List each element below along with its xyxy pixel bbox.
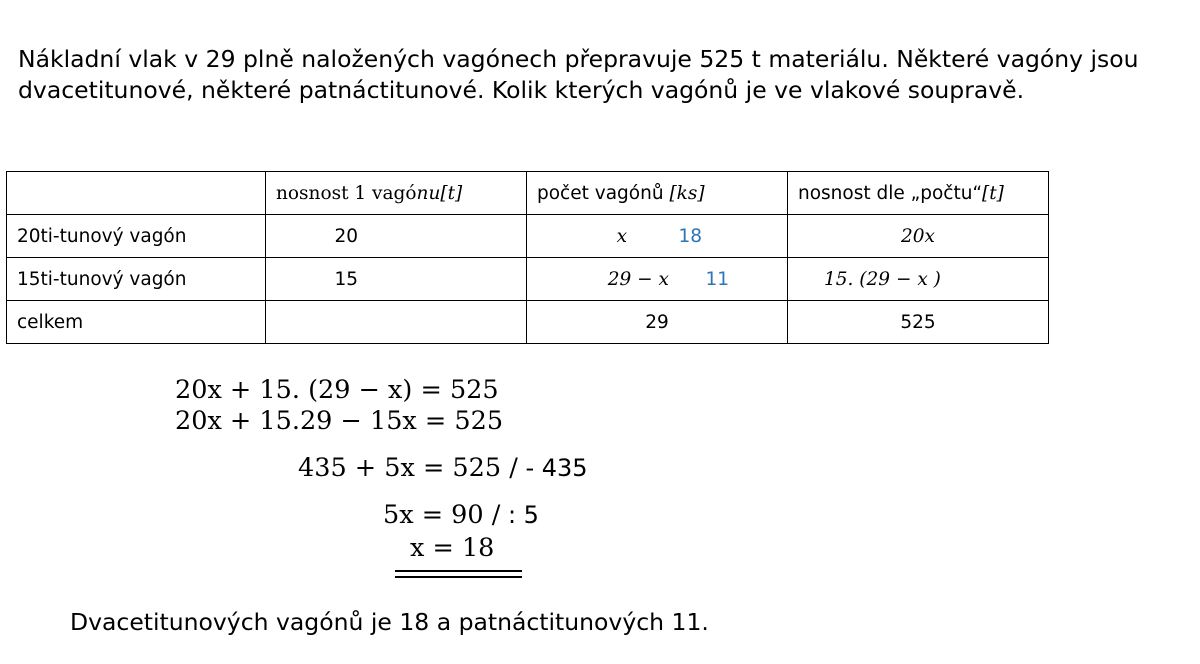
header-capacity-italic: nu <box>416 182 441 204</box>
equation-step-4-expr: 5x = 90 / <box>383 500 501 530</box>
header-count-text: počet vagónů <box>537 182 670 204</box>
count-expression: 29 − x <box>607 268 669 290</box>
header-total <box>788 172 1049 215</box>
count-expression: x <box>616 225 627 247</box>
row-label: celkem <box>7 301 266 344</box>
row-capacity <box>266 301 527 344</box>
equation-step-1: 20x + 15. (29 − x) = 525 <box>175 375 499 405</box>
row-label: 20ti-tunový vagón <box>7 215 266 258</box>
equation-step-3 <box>298 453 588 483</box>
answer-text: Dvacetitunových vagónů je 18 a patnáctitunových 11. <box>70 608 709 636</box>
count-solution-value: 11 <box>705 268 729 290</box>
row-count: 29 <box>527 301 788 344</box>
capacity-value: 15 <box>334 268 358 290</box>
equation-step-5: x = 18 <box>410 533 495 563</box>
header-total-unit: [t] <box>982 182 1004 204</box>
row-total: 15. (29 − x ) <box>788 258 1049 301</box>
table-row-20t <box>7 215 1049 258</box>
header-empty-cell <box>7 172 266 215</box>
problem-line-1: Nákladní vlak v 29 plně naložených vagónech přepravuje 525 t materiálu. Některé vagóny jsou <box>18 45 1139 73</box>
count-solution-value: 18 <box>678 225 702 247</box>
row-count <box>527 258 788 301</box>
equation-step-3-note: - 435 <box>517 454 588 482</box>
header-count-unit: [ks] <box>669 182 705 204</box>
table-row-total <box>7 301 1049 344</box>
equation-step-2: 20x + 15.29 − 15x = 525 <box>175 406 504 436</box>
table-header-row <box>7 172 1049 215</box>
header-capacity-text: nosnost 1 vagó <box>276 182 417 204</box>
capacity-value: 20 <box>334 225 358 247</box>
row-label: 15ti-tunový vagón <box>7 258 266 301</box>
header-total-text: nosnost dle „počtu“ <box>798 182 983 204</box>
row-total: 20x <box>788 215 1049 258</box>
row-total: 525 <box>788 301 1049 344</box>
header-count <box>527 172 788 215</box>
table-row-15t <box>7 258 1049 301</box>
problem-statement <box>18 44 1193 106</box>
equation-step-4 <box>383 500 539 530</box>
wagon-table <box>6 171 1049 344</box>
equation-step-4-note: : 5 <box>500 501 539 529</box>
row-capacity <box>266 258 527 301</box>
equation-step-3-expr: 435 + 5x = 525 / <box>298 453 518 483</box>
result-double-underline <box>395 570 522 578</box>
problem-line-2: dvacetitunové, některé patnáctitunové. Kolik kterých vagónů je ve vlakové soupravě. <box>18 76 1025 104</box>
header-capacity <box>266 172 527 215</box>
row-count <box>527 215 788 258</box>
header-capacity-unit: [t] <box>440 182 463 204</box>
row-capacity <box>266 215 527 258</box>
